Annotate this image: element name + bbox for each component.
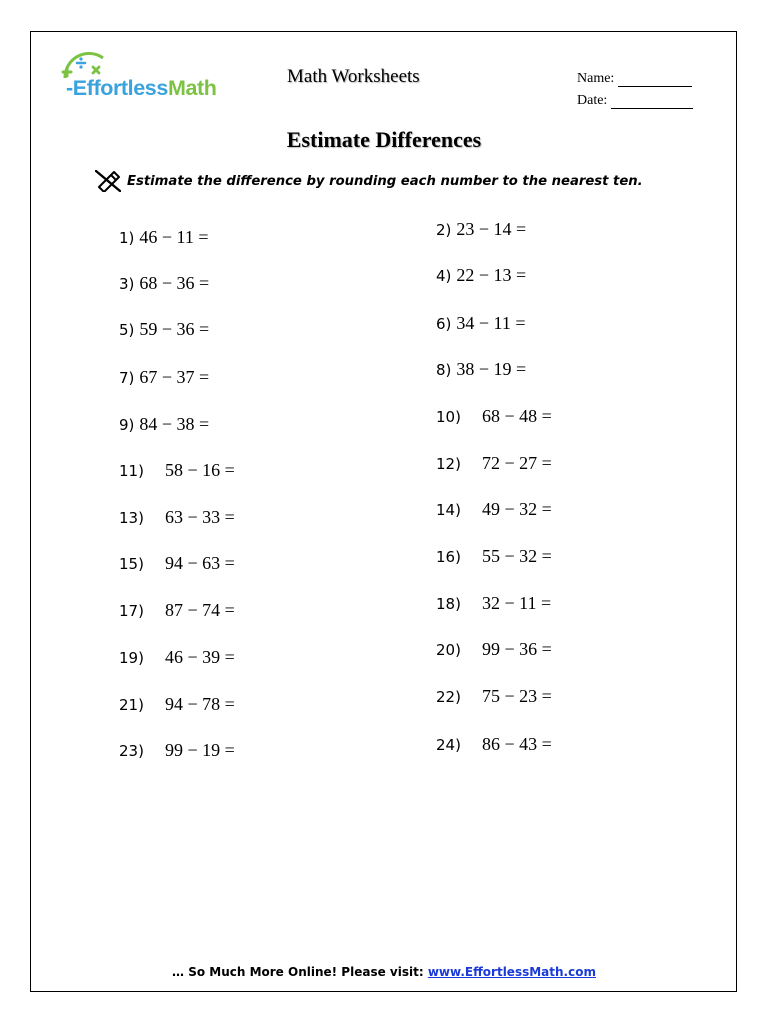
logo-wordmark [66,76,217,101]
problem-expression: 23 − 14 = [456,219,527,239]
problem-expression: 94 − 78 = [165,694,235,714]
problem-expression: 67 − 37 = [139,367,210,387]
problem-item [119,226,209,248]
date-blank-line[interactable] [611,94,693,109]
problem-number: 10) [436,408,461,426]
problem-number: 21) [119,696,144,714]
problem-expression: 38 − 19 = [456,359,527,379]
problem-expression: 72 − 27 = [482,453,552,473]
problem-expression: 22 − 13 = [456,265,527,285]
problem-expression: 68 − 36 = [139,273,210,293]
logo-text-effortless: -Effortless [66,76,168,100]
no-pencil-icon [95,170,121,192]
problem-expression: 46 − 39 = [165,647,235,667]
problem-item [119,739,235,761]
problem-expression: 99 − 19 = [165,740,235,760]
problem-item [119,693,235,715]
problem-item [119,646,235,668]
problem-item [436,545,552,567]
problem-item [119,272,209,294]
problem-expression: 99 − 36 = [482,639,552,659]
problem-number: 15) [119,555,144,573]
problem-number: 11) [119,462,144,480]
problem-expression: 46 − 11 = [139,227,209,247]
problem-item [436,405,552,427]
instruction-text: Estimate the difference by rounding each number to the nearest ten. [127,174,643,189]
problem-item [119,552,235,574]
problem-number: 1) [119,229,135,247]
problem-expression: 75 − 23 = [482,686,552,706]
problem-expression: 59 − 36 = [139,319,210,339]
problem-item [436,592,551,614]
problem-expression: 68 − 48 = [482,406,552,426]
name-label: Name: [577,71,615,86]
date-label: Date: [577,93,608,108]
problem-item [119,413,209,435]
problem-item [436,312,526,334]
problem-expression: 94 − 63 = [165,553,235,573]
problem-item [119,506,235,528]
problem-item [436,358,526,380]
problem-item [119,599,235,621]
footer-text: … So Much More Online! Please visit: [172,965,424,979]
problem-expression: 55 − 32 = [482,546,552,566]
problem-number: 23) [119,742,144,760]
problem-number: 14) [436,501,461,519]
problem-number: 16) [436,548,461,566]
problem-number: 20) [436,641,461,659]
problem-item [436,685,552,707]
footer-link[interactable]: www.EffortlessMath.com [427,965,596,979]
name-blank-line[interactable] [618,72,692,87]
problem-item [436,218,526,240]
problem-number: 3) [119,275,135,293]
problem-expression: 32 − 11 = [482,593,552,613]
problem-expression: 84 − 38 = [139,414,210,434]
problem-number: 18) [436,595,461,613]
problem-number: 6) [436,315,452,333]
problem-number: 5) [119,321,135,339]
problem-expression: 87 − 74 = [165,600,235,620]
problem-item [119,459,235,481]
problem-expression: 63 − 33 = [165,507,235,527]
problem-expression: 34 − 11 = [456,313,526,333]
problem-item [436,638,552,660]
problem-item [119,318,209,340]
problem-expression: 58 − 16 = [165,460,235,480]
problem-item [436,264,526,286]
problem-item [436,498,552,520]
date-field[interactable] [577,93,693,109]
problem-number: 7) [119,369,135,387]
problem-number: 9) [119,416,135,434]
problem-expression: 49 − 32 = [482,499,552,519]
logo-text-math: Math [167,76,217,100]
problem-item [436,452,552,474]
footer [0,965,768,979]
problem-number: 4) [436,267,452,285]
problem-number: 19) [119,649,144,667]
header-title: Math Worksheets [287,66,420,87]
problem-number: 24) [436,736,461,754]
problem-item [119,366,209,388]
problem-item [436,733,552,755]
problem-expression: 86 − 43 = [482,734,552,754]
problem-number: 13) [119,509,144,527]
problem-number: 12) [436,455,461,473]
problem-number: 17) [119,602,144,620]
worksheet-title: Estimate Differences [286,127,482,152]
problem-number: 22) [436,688,461,706]
problem-number: 8) [436,361,452,379]
name-field[interactable] [577,71,692,87]
problem-number: 2) [436,221,452,239]
